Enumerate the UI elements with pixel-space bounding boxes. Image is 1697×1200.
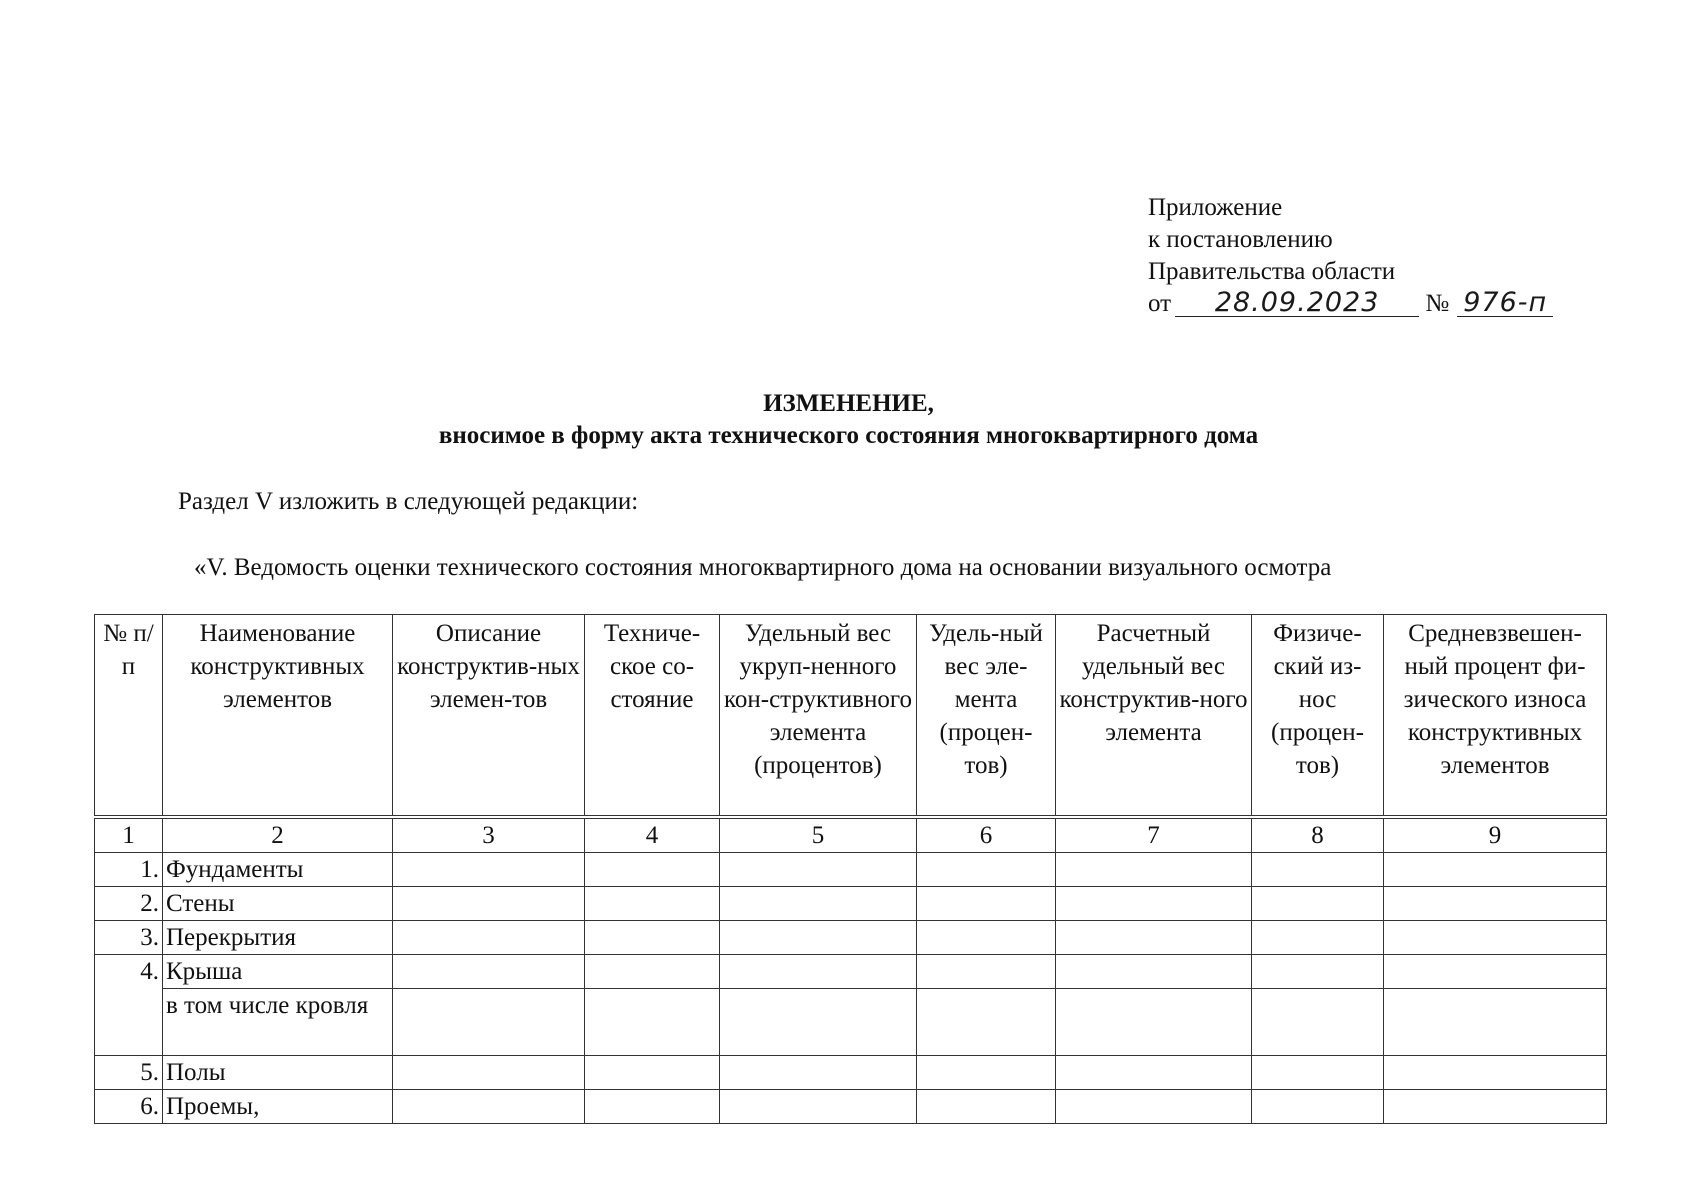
empty-cell [585,1090,720,1124]
empty-cell [1252,989,1384,1056]
empty-cell [1252,1056,1384,1090]
empty-cell [1056,853,1252,887]
empty-cell [720,1090,917,1124]
empty-cell [1384,989,1607,1056]
empty-cell [585,1056,720,1090]
table-row [95,921,1607,955]
row-name: Фундаменты [163,853,393,887]
table-header-row [95,615,1607,818]
table-row [95,955,1607,989]
row-number: 3. [95,921,163,955]
row-number: 6. [95,1090,163,1124]
empty-cell [1252,887,1384,921]
empty-cell [720,853,917,887]
number-prefix: № [1425,290,1450,317]
column-number-row [95,817,1607,853]
empty-cell [917,921,1056,955]
empty-cell [1384,955,1607,989]
header-cell: Расчетный удельный вес конструктив-ного элемента [1056,615,1252,818]
empty-cell [1056,921,1252,955]
empty-cell [1056,989,1252,1056]
column-number-cell: 7 [1056,817,1252,853]
header-cell: Удель-ный вес эле-мента (процен-тов) [917,615,1056,818]
row-name: Стены [163,887,393,921]
empty-cell [393,921,585,955]
empty-cell [720,989,917,1056]
empty-cell [585,853,720,887]
document-subheading: вносимое в форму акта технического состояния многоквартирного дома [438,422,1259,449]
header-cell: Удельный вес укруп-ненного кон-структивного элемента (процентов) [720,615,917,818]
empty-cell [1056,1090,1252,1124]
empty-cell [720,887,917,921]
header-cell: Техниче-ское со-стояние [585,615,720,818]
column-number-cell: 6 [917,817,1056,853]
empty-cell [585,989,720,1056]
empty-cell [393,989,585,1056]
empty-cell [1252,853,1384,887]
empty-cell [720,955,917,989]
empty-cell [1056,955,1252,989]
empty-cell [1384,921,1607,955]
table-row [95,1056,1607,1090]
table-row [95,989,1607,1056]
empty-cell [917,989,1056,1056]
approval-line-2: к постановлению [1148,226,1333,253]
empty-cell [1384,1056,1607,1090]
table-row [95,887,1607,921]
row-name: Полы [163,1056,393,1090]
row-name: Крыша [163,955,393,989]
approval-line-1: Приложение [1148,194,1283,221]
header-cell: № п/п [95,615,163,818]
empty-cell [585,955,720,989]
intro-paragraph: Раздел V изложить в следующей редакции: [178,488,639,515]
empty-cell [393,887,585,921]
row-number: 1. [95,853,163,887]
row-name: в том числе кровля [163,989,393,1056]
approval-block [1148,192,1553,320]
assessment-table [94,614,1607,1124]
header-cell: Средневзвешен-ный процент фи-зического износа конструктивных элементов [1384,615,1607,818]
column-number-cell: 5 [720,817,917,853]
approval-line-3: Правительства области [1148,258,1396,285]
header-cell: Описание конструктив-ных элемен-тов [393,615,585,818]
empty-cell [393,853,585,887]
table-row [95,1090,1607,1124]
handwritten-number: 976-п [1457,290,1553,317]
empty-cell [1384,887,1607,921]
empty-cell [917,1056,1056,1090]
empty-cell [720,921,917,955]
table-row [95,853,1607,887]
empty-cell [585,921,720,955]
handwritten-date: 28.09.2023 [1175,290,1419,317]
section-title: «V. Ведомость оценки технического состояния многоквартирного дома на основании визуального осмотра [194,554,1332,581]
empty-cell [917,955,1056,989]
header-cell: Физиче-ский из-нос (процен-тов) [1252,615,1384,818]
empty-cell [1056,1056,1252,1090]
date-prefix: от [1148,290,1172,317]
empty-cell [1252,1090,1384,1124]
empty-cell [917,1090,1056,1124]
empty-cell [917,887,1056,921]
empty-cell [1384,1090,1607,1124]
column-number-cell: 2 [163,817,393,853]
empty-cell [393,1090,585,1124]
empty-cell [1384,853,1607,887]
empty-cell [1252,921,1384,955]
empty-cell [720,1056,917,1090]
empty-cell [393,955,585,989]
column-number-cell: 9 [1384,817,1607,853]
column-number-cell: 4 [585,817,720,853]
approval-date-line [1148,288,1553,320]
empty-cell [393,1056,585,1090]
row-number: 2. [95,887,163,921]
empty-cell [1056,887,1252,921]
row-number: 5. [95,1056,163,1090]
document-heading: ИЗМЕНЕНИЕ, [763,390,934,417]
empty-cell [917,853,1056,887]
column-number-cell: 8 [1252,817,1384,853]
column-number-cell: 3 [393,817,585,853]
row-name: Перекрытия [163,921,393,955]
header-cell: Наименование конструктивных элементов [163,615,393,818]
row-number: 4. [95,955,163,1056]
empty-cell [585,887,720,921]
empty-cell [1252,955,1384,989]
row-name: Проемы, [163,1090,393,1124]
column-number-cell: 1 [95,817,163,853]
